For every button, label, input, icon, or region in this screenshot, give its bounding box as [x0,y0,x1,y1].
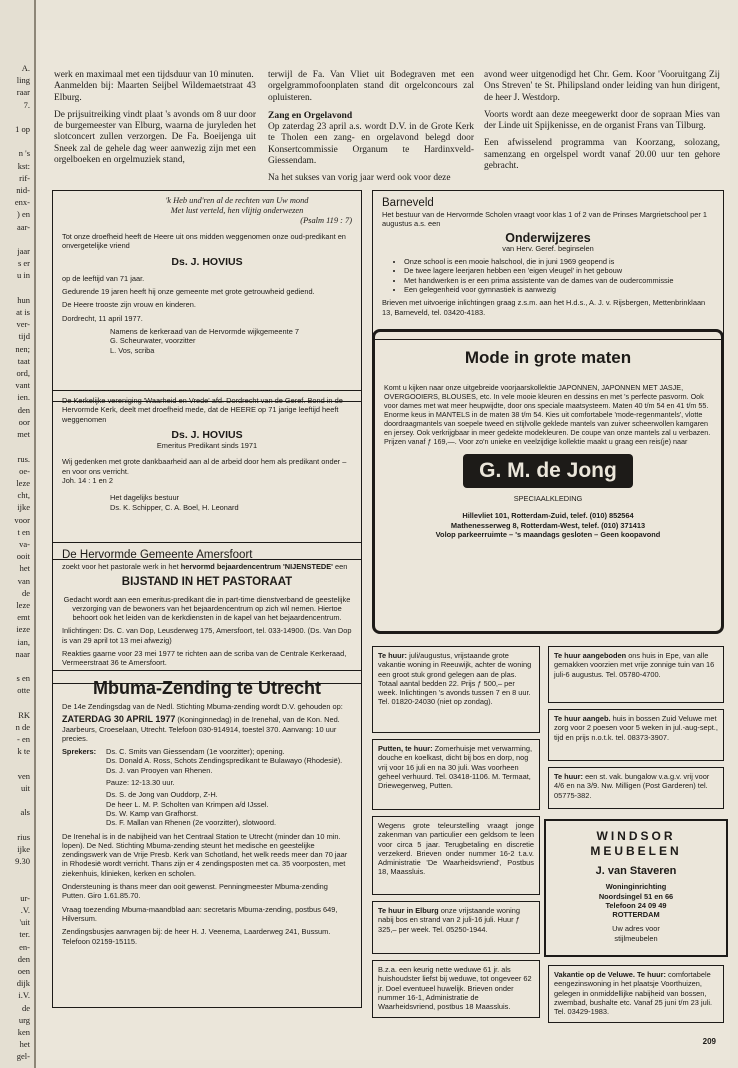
bullet-item: • Onze school is een mooie halschool, die in juni 1969 geopend is [404,257,714,266]
edge-text-fragment [0,282,34,294]
edge-text-fragment: n 's [18,148,30,159]
classified-ad [372,960,540,1018]
signatory: Ds. K. Schipper, C. A. Boel, H. Leonard [110,502,239,512]
edge-text-fragment: en- [19,941,30,952]
edge-text-fragment: ver- [16,319,30,330]
speaker-entry: Ds. Donald A. Ross, Schots Zendingspredikant te Bulawayo (Rhodesië). [106,756,343,766]
speaker-entry: Ds. F. Mallan van Rhenen (2e voorzitter), slotwoord. [106,818,277,828]
ad-text: een st. vak. bungalow v.a.g.v. vrij voor 4/6 en na 3/9. Nw. Milligen (Post Garderen) tel. 05775-382. [554,772,710,800]
edge-text-fragment: dijk [16,978,30,989]
edge-text-fragment: vant [15,380,30,391]
ad-text: comfortabele eengezinswoning in het plaatsje Voorthuizen, gelegen in onmiddellijke nabijheid van bossen, zwembad, bushalte etc. Vanaf 25 juni t/m 23 juli. Tel. 03429-1983. [554,970,713,1017]
edge-text-fragment: s er [17,258,30,269]
store-slogan: stijlmeubelen [614,933,658,943]
ad-text: B.z.a. een keurig nette weduwe 61 jr. als huishoudster liefst bij weduwe, tot ongeveer 62 jr. Doel eventueel huwelijk. Brieven onder nummer 16-1, Administratie de Waarheidsvriend, postbus 18 Maassluis. [378,965,532,1012]
edge-text-fragment [0,697,34,709]
edge-text-fragment: uit [21,782,30,793]
article-heading: Zang en Orgelavond [268,109,353,121]
ad-text: (Koninginnedag) in de Irenehal, van de Kon. Ned. Jaarbeurs, Croeselaan, Utrecht. Telefoon 030-914914, toestel 370. Aanvang: 10 uur precies. [62,715,340,743]
ad-text-bold: hervormd bejaardencentrum 'NIJENSTEDE' [180,562,333,571]
edge-text-fragment: den [17,953,30,964]
edge-text-fragment: ken [17,1027,30,1038]
edge-text-fragment: nen; [15,343,30,354]
edge-text-fragment: s en [16,673,30,684]
edge-text-fragment: 'uit [19,917,30,928]
edge-text-fragment: met [17,429,30,440]
classified-ad [548,965,724,1023]
classified-ad [548,767,724,809]
ad-text: een [332,562,348,571]
ad-barneveld [372,190,724,340]
ad-windsor-meubelen [544,819,728,957]
speaker-entry: Pauze: 12-13.30 uur. [106,778,175,788]
edge-text-fragment: cht, [17,490,30,501]
speaker-entry: Ds. J. van Prooyen van Rhenen. [106,765,213,775]
store-subtitle: SPECIAALKLEDING [513,494,583,503]
obituary-intro: De Kerkelijke vereniging 'Waarheid en Vrede' afd. Dordrecht van de Geref. Bond in de Hervormde Kerk, deelt met droefheid mede, dat de HEERE op 71 jarige leeftijd heeft weggenomen [62,396,343,424]
classified-ad [548,646,724,703]
edge-text-fragment [0,867,34,879]
ad-text: De 14e Zendingsdag van de Nedl. Stichting Mbuma-zending wordt D.V. gehouden op: [62,702,343,711]
store-slogan: Uw adres voor [612,924,660,934]
ad-title: MEUBELEN [590,844,682,858]
edge-text-fragment: - en [17,734,30,745]
edge-text-fragment: ling [16,75,30,86]
edge-text-fragment: t en [17,526,30,537]
store-info: Woninginrichting [605,882,667,892]
edge-text-fragment: at is [16,307,30,318]
edge-text-fragment [0,880,34,892]
ad-body: Komt u kijken naar onze uitgebreide voorjaarskollektie JAPONNEN, JAPONNEN MET JASJE, OVERGOOIERS, BLOUSES, etc. In vele mooie kleuren en dessins en met 's perfecte pasvorm. Ook voor dames met wat meer heupwijdte, door ons speciale maatsysteem. Maten 40 t/m 54 en 41 t/m 55. Enorme keus in MANTELS in de maten 38 t/m 54. Kies uit comfortabele 'mode-regenmantels', vlotte doordraagmantels van soepele tweed en stijlvolle geklede mantels van zuiver scheerwollen kamgaren en jersey. Ook verkrijgbaar in meer gedekte modekleuren. De coupe van onze mantels zal u verbazen. Prijzen vanaf ƒ 169,—. Voor zo'n unieke en veelzijdige kollektie maakt u graag een reis(je) naar [384,383,711,446]
store-address: Noordsingel 51 en 66 [598,891,674,901]
ad-title: Mbuma-Zending te Utrecht [93,678,321,698]
article-text: Op zaterdag 23 april a.s. wordt D.V. in de Grote Kerk te Tholen een zang- en orgelavond belegd door Konsertcommissie Organum te Hardinxveld-Giessendam. [268,122,474,167]
classified-ad [372,816,540,895]
edge-text-fragment: den [17,404,30,415]
article-text: De prijsuitreiking vindt plaat 's avonds om 8 uur door de burgemeester van Elburg, waarna de juryleden het slotconcert zullen verzorgen. De Fa. Boeijenga uit Sneek zal de gehele dag weer aanwezig zijn met een orgelboeken en orgelmuziek stand, [54,109,256,166]
article-column-2 [268,70,474,191]
ad-lead: Te huur aangeb. [554,714,611,723]
article-text: Na het sukses van vorig jaar werd ook voor deze [268,173,451,184]
ad-lead: Putten, te huur: [378,744,433,753]
edge-text-fragment: leze [16,477,30,488]
store-notice: Volop parkeerruimte – 's maandags gesloten – Geen koopavond [435,529,661,539]
store-logo: G. M. de Jong [463,454,633,488]
edge-text-fragment: ieze [16,624,30,635]
speaker-entry: Ds. W. Kamp van Grafhorst. [106,808,198,818]
edge-text-fragment: rif- [19,172,30,183]
speakers-label: Sprekers: [62,747,97,757]
obituary-intro: Tot onze droefheid heeft de Heere uit ons midden weggenomen onze oud-predikant en onvergetelijke vriend [62,232,346,251]
classified-ad [548,709,724,761]
bullet-list [382,257,714,294]
ad-text: ons huis in Epe, van alle gemakken voorzien met vrije zonnige tuin van 16 juli-6 augustus. Tel. 05780-4700. [554,651,715,679]
edge-text-fragment: de [21,1002,30,1013]
edge-text-fragment: ) en [17,209,30,220]
edge-text-fragment: raar [16,87,30,98]
speaker-entry: De heer L. M. P. Scholten van Krimpen a/d IJssel. [106,799,269,809]
edge-text-fragment: 1 op [15,124,30,135]
edge-text-fragment: va- [19,538,30,549]
edge-text-fragment: rius [17,831,30,842]
edge-text-fragment: taat [17,355,30,366]
store-name: J. van Staveren [595,865,677,877]
article-column-3 [484,70,720,178]
edge-text-fragment: ien. [17,392,30,403]
article-text: Voorts wordt aan deze meegewerkt door de sopraan Mies van der Linde uit Spijkenisse, en de organist Frans van Tilburg. [484,109,720,132]
edge-text-fragment: oen [17,966,30,977]
edge-text-fragment: k te [17,746,30,757]
edge-text-fragment: ord, [16,368,30,379]
bible-verse: Joh. 14 : 1 en 2 [62,476,113,486]
classified-ad [372,901,540,954]
store-phone: Telefoon 24 09 49 [605,900,667,910]
bullet-item: • Een gelegenheid voor gymnastiek is aanwezig [404,285,714,294]
edge-text-fragment: enx- [14,197,30,208]
ad-lead: Vakantie op de Veluwe. Te huur: [554,970,666,979]
edge-text-fragment: emt [17,612,30,623]
edge-text-fragment [0,440,34,452]
ad-text: Zendingsbusjes aanvragen bij: de heer H. J. Veenema, Laarderweg 241, Bussum. Telefoon 02159-15115. [62,927,331,946]
edge-text-fragment: n de [15,721,30,732]
speaker-entry: Ds. C. Smits van Giessendam (1e voorzitter); opening. [106,747,285,757]
edge-text-fragment: ter. [19,929,30,940]
page-number: 209 [702,1037,716,1046]
ad-reply: Brieven met uitvoerige inlichtingen graag z.s.m. aan het H.d.s., A. J. v. Rijsbergen, Mettenbrinklaan 13, Barneveld, tel. 03420-4183. [382,298,706,317]
obituary-text: De Heere trooste zijn vrouw en kinderen. [62,300,196,310]
signatory: Het dagelijks bestuur [110,493,180,503]
edge-text-fragment: tijd [18,331,30,342]
ad-lead: Te huur in Elburg [378,906,439,915]
ad-text: De Irenehal is in de nabijheid van het Centraal Station te Utrecht (minder dan 10 min. lopen). De Ned. Stichting Mbuma-zending steunt het medische en geestelijke zendingswerk van de Vrije Presb. Kerk van Schotland, het welk reeds meer dan 70 jaar in Rhodesië wordt verricht. Thans zijn er 4 zendingsposten met ca. 35 voorposten, met ziekenhuis, klinieken, kerken en scholen. [62,831,348,878]
place-date: Dordrecht, 11 april 1977. [62,313,143,323]
edge-text-fragment: van [17,575,30,586]
obituary-text: op de leeftijd van 71 jaar. [62,273,145,283]
ad-body: Gedacht wordt aan een emeritus-predikant die in part-time dienstverband de geestelijke verzorging van de bewoners van het bejaardencentrum op zich wil nemen. Hiertoe behoort ook het leiden van de kerkdiensten in de kapel van het bejaardencentrum. [63,594,351,623]
edge-text-fragment [0,135,34,147]
edge-text-fragment: jaar [17,246,30,257]
edge-text-fragment: otte [17,685,30,696]
previous-page-edge [0,0,36,1068]
deceased-name: Ds. J. HOVIUS [171,255,243,268]
edge-text-fragment: 7. [23,99,30,110]
article-text: avond weer uitgenodigd het Chr. Gem. Koor 'Vooruitgang Zij Ons Streven' te St. Philipsland onder leiding van hun dirigent, de heer J. Westdorp. [484,70,720,103]
edge-text-fragment: leze [16,599,30,610]
classified-ad [372,646,540,733]
edge-text-fragment: ijke [17,502,30,513]
edge-text-fragment: het [19,1039,30,1050]
edge-text-fragment: als [20,807,30,818]
store-address: Mathenesserweg 8, Rotterdam-West, telef. (010) 371413 [450,520,646,530]
edge-text-fragment: urg [18,1014,30,1025]
signatory: G. Scheurwater, voorzitter [110,336,196,346]
store-address: Hillevliet 101, Rotterdam-Zuid, telef. (010) 852564 [462,511,634,521]
ad-title: Mode in grote maten [464,348,632,367]
ad-lead: Te huur: [554,772,584,781]
ad-text: zoekt voor het pastorale werk in het [62,562,181,571]
classified-ad [372,739,540,810]
ad-title: WINDSOR [596,829,676,843]
edge-text-fragment [0,794,34,806]
edge-text-fragment: RK [18,709,30,720]
ad-text: Ondersteuning is thans meer dan ooit gewenst. Penningmeester Mbuma-zending Putten. Giro 1.61.85.70. [62,882,328,901]
obituary-hovius-church [52,190,362,402]
edge-text-fragment: i.V. [18,990,30,1001]
edge-text-fragment [0,111,34,123]
ad-text: Zomerhuisje met verwarming, douche en koelkast, dicht bij bos en dorp, nog vrij voor 16 juli en na 30 juli. Was voorheen geheel verhuurd. Tel. 03418-1106. M. Termaat, Driewegerweg, Putten. [378,744,533,791]
edge-text-fragment: 9.30 [15,856,30,867]
deceased-title: Emeritus Predikant sinds 1971 [156,441,258,451]
edge-text-fragment: nid- [16,185,30,196]
edge-text-fragment: ijke [17,844,30,854]
edge-text-fragment: het [19,563,30,574]
ad-info: Inlichtingen: Ds. C. van Dop, Leusderweg 175, Amersfoort, tel. 033-14900. (Ds. Van Dop is van 29 april tot 13 mei afwezig) [62,626,352,645]
edge-text-fragment: oor [18,416,30,427]
edge-text-fragment: ian, [17,636,30,647]
edge-text-fragment: gel- [16,1051,30,1062]
page-content [40,30,730,1060]
store-city: ROTTERDAM [612,910,660,920]
article-text: terwijl de Fa. Van Vliet uit Bodegraven met een orgelgrammofoonplaten stand dit orgelconcours zal opluisteren. [268,70,474,103]
obituary-text: Gedurende 19 jaren heeft hij onze gemeente met grote getrouwheid gediend. [62,287,315,297]
ad-text: huis in bossen Zuid Veluwe met zorg voor 2 poesen voor 5 weken in jul.-aug-sept., tijd en prijs n.o.t.k. tel. 08373-3907. [554,714,718,742]
deceased-name: Ds. J. HOVIUS [171,428,243,441]
edge-text-fragment: naar [15,648,30,659]
edge-text-fragment: ooit [16,551,30,562]
ad-lead: Te huur: [378,651,408,660]
ad-text: Vraag toezending Mbuma-maandblad aan: secretaris Mbuma-zending, postbus 649, Hilversum. [62,904,338,923]
edge-text-fragment: aar- [16,221,30,232]
event-date: ZATERDAG 30 APRIL 1977 [62,714,176,725]
psalm-quote: Met lust verteld, hen vlijtig onderwezen [170,206,304,215]
ad-mode-grote-maten [372,329,724,634]
ad-text: Het bestuur van de Hervormde Scholen vraagt voor klas 1 of 2 van de Prinses Margrietschool per 1 augustus a.s. een [382,210,707,229]
ad-mbuma-zending [52,670,362,1008]
edge-text-fragment: .V. [20,905,30,916]
edge-text-fragment [0,233,34,245]
ad-text: onze vrijstaande woning nabij bos en strand van 2 juli-16 juli. Huur ƒ 325,– per week. Tel. 05250-1944. [378,906,520,934]
edge-text-fragment: kst: [17,160,30,171]
ad-heading: Onderwijzeres [505,230,591,245]
article-text: werk en maximaal met een tijdsduur van 10 minuten. [54,70,254,80]
signatory: Namens de kerkeraad van de Hervormde wijkgemeente 7 [110,327,299,337]
edge-text-fragment: ur- [20,892,30,903]
obituary-hovius-association [52,390,362,560]
edge-text-fragment: hun [17,294,30,305]
ad-title: De Hervormde Gemeente Amersfoort [62,549,253,561]
article-text: Een afwisselend programma van Koorzang, solozang, samenzang en orgelspel wordt vanaf 20.00 uur ten gehore gebracht. [484,138,720,172]
article-column-1 [54,70,256,172]
article-text: Aanmelden bij: Maarten Seijbel Wildemaetstraat 43 Elburg. [54,81,256,103]
psalm-quote: 'k Heb und'ren al de rechten van Uw mond [165,196,309,205]
ad-title: Barneveld [382,197,434,209]
ad-text: Wegens grote teleurstelling vraagt jonge zakenman van particulier een geldsom te leen voor circa 5 jaar. Terugbetaling en discretie verzekerd. Brieven onder nummer 16-2 t.a.v. Administratie 'De Waarheidsvriend', Postbus 18, Maassluis. [378,821,534,877]
edge-text-fragment: u in [17,270,30,281]
edge-text-fragment: A. [21,63,30,73]
edge-text-fragment: de [21,587,30,598]
edge-text-fragment: voor [14,514,30,525]
ad-reply: Reakties gaarne voor 23 mei 1977 te richten aan de scriba van de Centrale Kerkeraad, Vermeerstraat 36 te Amersfoort. [62,649,347,668]
speakers-list [62,747,352,827]
psalm-reference: (Psalm 119 : 7) [300,216,352,225]
edge-text-fragment: ven [17,770,30,781]
ad-lead: Te huur aangeboden [554,651,627,660]
speaker-entry: Ds. S. de Jong van Ouddorp, Z-H. [106,790,218,800]
edge-text-fragment: oe- [19,465,30,476]
ad-amersfoort [52,542,362,684]
edge-text-fragment [0,758,34,770]
ad-subheading: van Herv. Geref. beginselen [502,243,594,253]
bullet-item: • De twee lagere leerjaren hebben een 'eigen vleugel' in het gebouw [404,266,714,275]
edge-text-fragment: rus. [17,453,30,464]
obituary-text: Wij gedenken met grote dankbaarheid aan al de arbeid door hem als predikant onder – en voor ons verricht. [62,457,347,476]
edge-text-fragment [0,660,34,672]
ad-text: juli/augustus, vrijstaande grote vakantie woning in Reeuwijk, achter de woning een groot stuk grond gelegen aan de plas. Totaal aantal bedden 22. Prijs ƒ 500,– per week. Inlichtingen 's avonds tussen 7 en 8 uur. Tel. 01820-24030 (niet op zondag). [378,651,532,707]
bullet-item: • Met handwerken is er een prima assistente van de dames van de oudercommissie [404,276,714,285]
edge-text-fragment [0,819,34,831]
ad-heading: BIJSTAND IN HET PASTORAAT [121,576,293,589]
signatory: L. Vos, scriba [110,345,155,355]
